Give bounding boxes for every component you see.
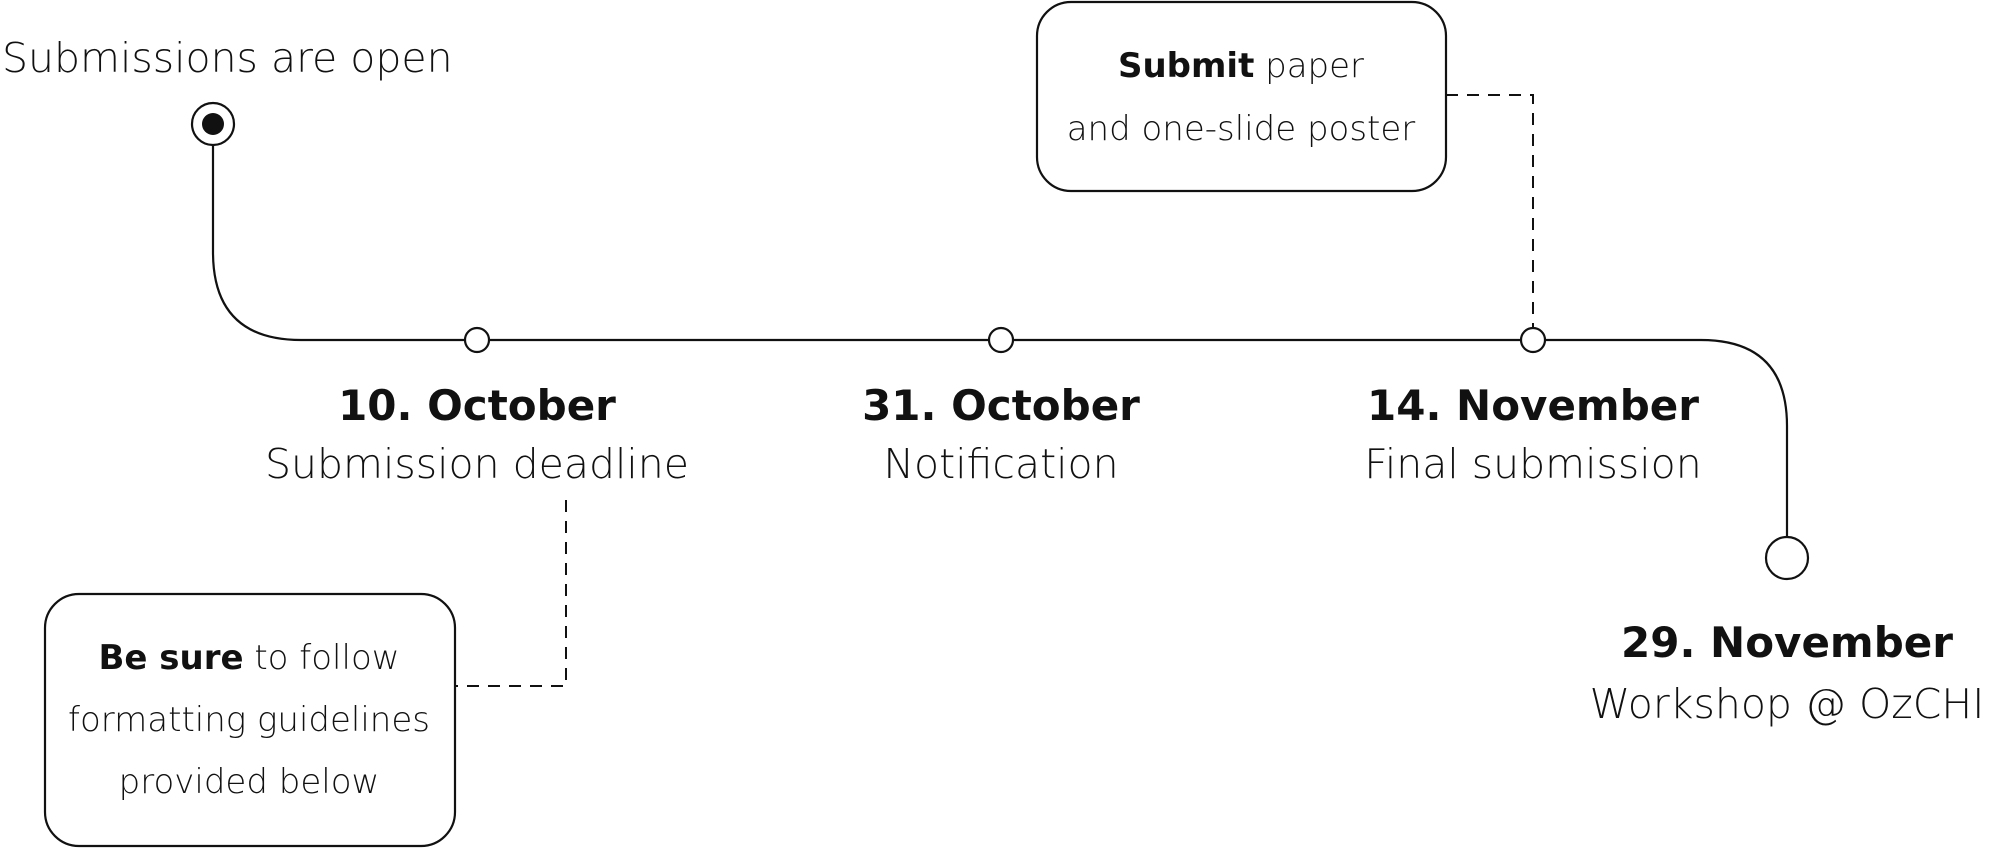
format-callout-connector: [455, 500, 566, 686]
format-callout-bold: Be sure: [98, 638, 244, 678]
submit-callout-rest: paper: [1254, 46, 1365, 86]
format-callout-line2: formatting guidelines: [68, 700, 430, 740]
submit-callout-line1: [1118, 46, 1364, 86]
milestone-label-oct31: Notification: [883, 440, 1119, 488]
format-callout-line1: [98, 638, 399, 678]
milestone-node-oct31: [989, 328, 1013, 352]
milestone-date-oct31: 31. October: [862, 381, 1140, 430]
milestone-label-nov14: Final submission: [1364, 440, 1702, 488]
milestone-date-nov14: 14. November: [1367, 381, 1699, 430]
start-label: Submissions are open: [2, 34, 453, 82]
milestone-node-nov14: [1521, 328, 1545, 352]
milestone-date-oct10: 10. October: [338, 381, 616, 430]
milestone-label-nov29: Workshop @ OzCHI: [1589, 680, 1985, 728]
milestone-date-nov29: 29. November: [1621, 618, 1953, 667]
start-node-dot: [202, 113, 224, 135]
submit-callout-connector: [1446, 95, 1533, 327]
format-callout-rest: to follow: [243, 638, 400, 678]
milestone-node-nov29: [1766, 537, 1808, 579]
submit-callout-line2: and one-slide poster: [1066, 109, 1416, 149]
milestone-node-oct10: [465, 328, 489, 352]
submit-callout-box: [1037, 2, 1446, 191]
submit-callout-bold: Submit: [1117, 46, 1255, 86]
milestone-label-oct10: Submission deadline: [265, 440, 689, 488]
format-callout-line3: provided below: [118, 762, 380, 802]
